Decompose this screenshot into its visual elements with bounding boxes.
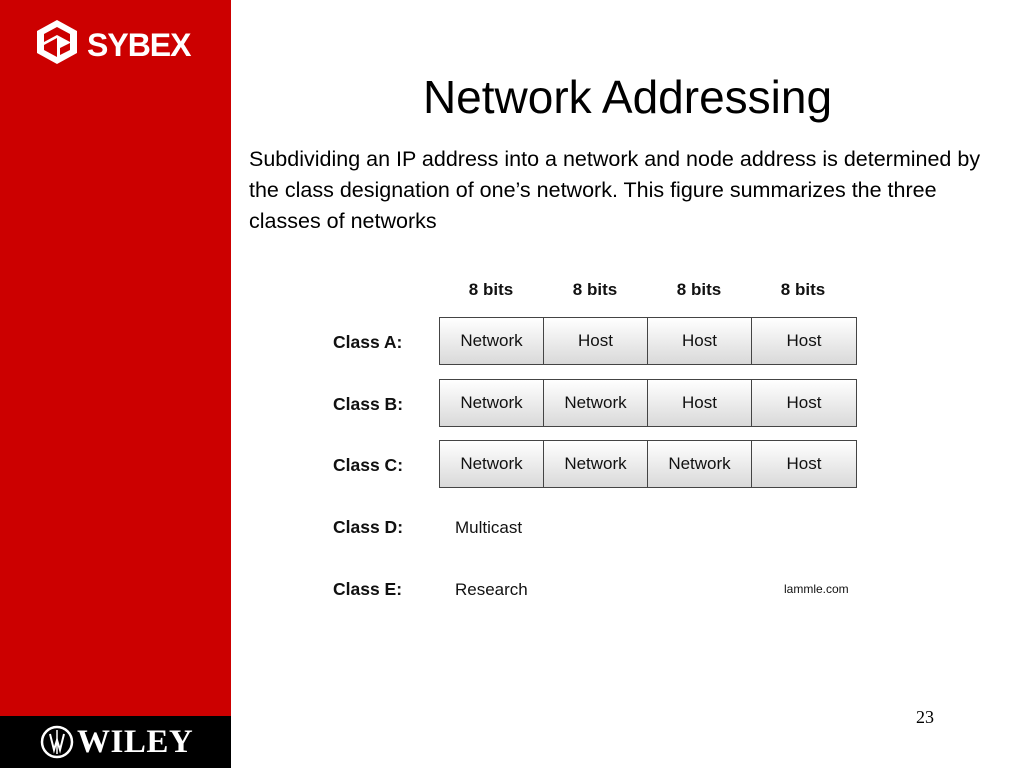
class-d-label: Class D:: [333, 517, 404, 537]
wiley-wordmark: WILEY: [77, 724, 194, 760]
class-c-cell: Network: [440, 441, 544, 487]
ip-class-figure: [320, 270, 880, 610]
class-e-text: Research: [455, 580, 528, 599]
sybex-wordmark: SYBEX: [87, 27, 191, 63]
class-e-label: Class E:: [333, 579, 403, 599]
class-c-cell: Network: [648, 441, 752, 487]
class-a-row: [439, 317, 857, 365]
slide-title: Network Addressing: [422, 71, 833, 123]
bits-header: 8 bits: [468, 280, 514, 299]
bits-header: 8 bits: [572, 280, 618, 299]
class-c-cell: Network: [544, 441, 648, 487]
page-number: 23: [916, 707, 934, 727]
class-b-row: [439, 379, 857, 427]
class-c-row: [439, 440, 857, 488]
wiley-logo: [40, 722, 200, 762]
figure-credit: lammle.com: [784, 582, 849, 596]
class-a-cell: Host: [648, 318, 752, 364]
class-b-cell: Network: [544, 380, 648, 426]
class-b-cell: Host: [648, 380, 752, 426]
sybex-logo: [33, 18, 203, 68]
class-a-cell: Network: [440, 318, 544, 364]
sybex-cube-icon: [33, 18, 81, 66]
class-b-cell: Host: [752, 380, 856, 426]
class-b-cell: Network: [440, 380, 544, 426]
bits-header: 8 bits: [676, 280, 722, 299]
wiley-emblem-icon: [40, 724, 74, 760]
class-c-label: Class C:: [333, 455, 404, 475]
class-c-cell: Host: [752, 441, 856, 487]
class-a-label: Class A:: [333, 332, 403, 352]
slide-body-text: Subdividing an IP address into a network and node address is determined by the class designation of one’s network. This figure summarizes the three classes of networks: [249, 147, 981, 233]
bits-header: 8 bits: [780, 280, 826, 299]
class-b-label: Class B:: [333, 394, 404, 414]
class-d-text: Multicast: [455, 518, 523, 537]
red-sidebar: [0, 0, 231, 716]
class-a-cell: Host: [544, 318, 648, 364]
class-a-cell: Host: [752, 318, 856, 364]
